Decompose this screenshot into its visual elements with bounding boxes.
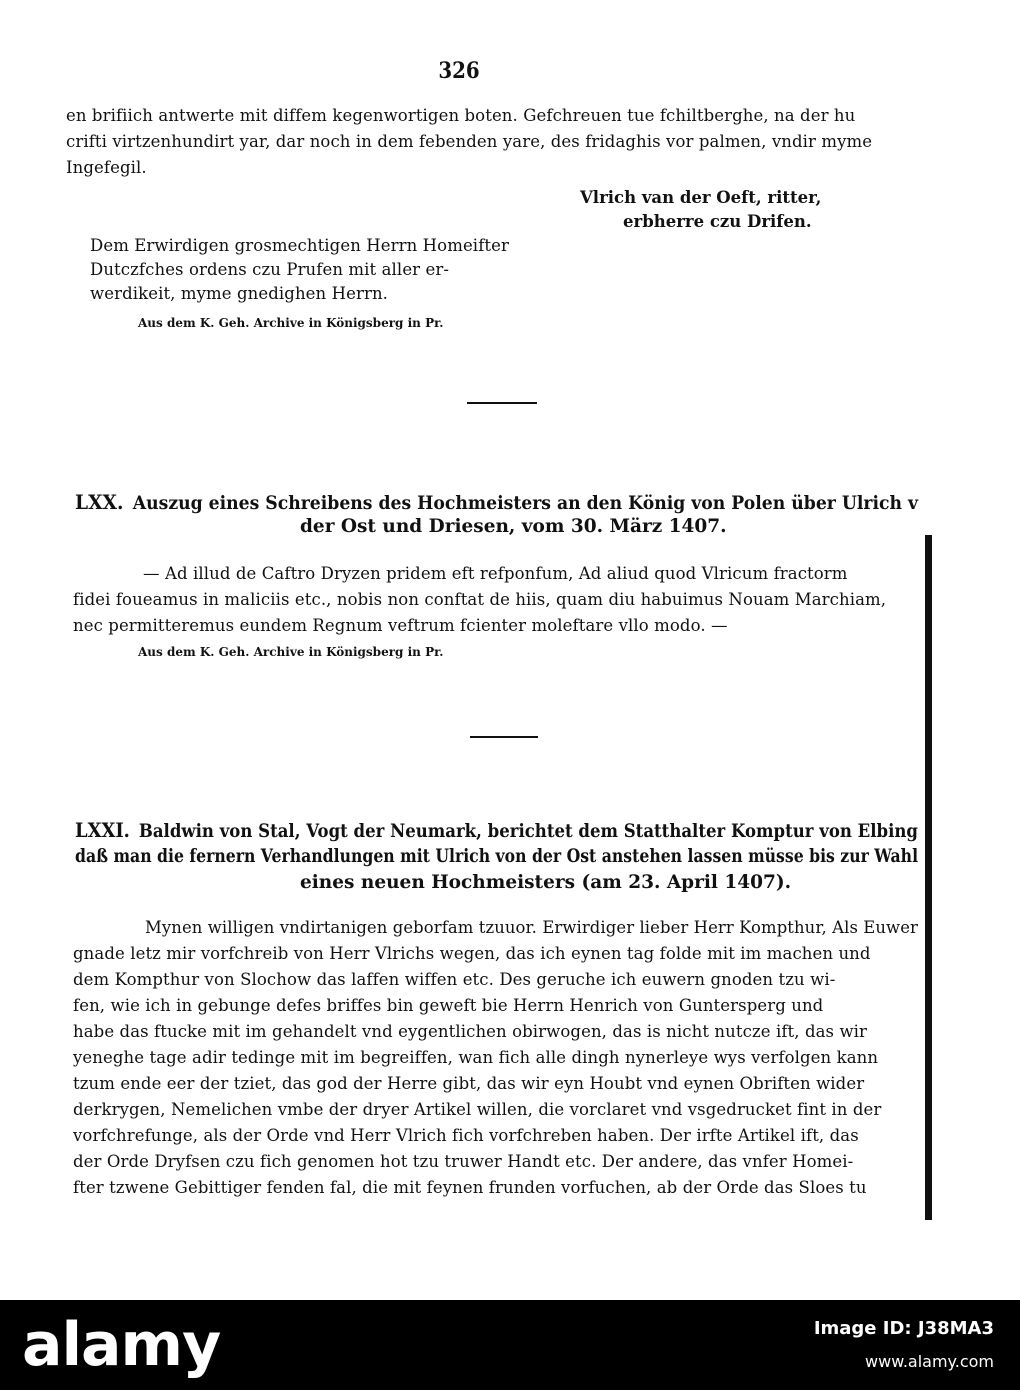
section-heading-line bbox=[75, 818, 918, 842]
section-numeral: LXXI. bbox=[75, 818, 130, 842]
watermark-footer bbox=[0, 1300, 1020, 1390]
address-line: Dutczfches ordens czu Prufen mit aller er- bbox=[90, 260, 450, 279]
page-number: 326 bbox=[438, 58, 480, 84]
section-body-line: tzum ende eer der tziet, das god der Herre gibt, das wir eyn Houbt vnd eynen Obriften wider bbox=[73, 1074, 865, 1093]
section-title: eines neuen Hochmeisters (am 23. April 1407). bbox=[300, 872, 792, 893]
archive-source: Aus dem K. Geh. Archive in Königsberg in Pr. bbox=[138, 316, 444, 330]
section-body-line: derkrygen, Nemelichen vmbe der dryer Artikel willen, die vorclaret vnd vsgedrucket fint in der bbox=[73, 1100, 882, 1119]
letter-text-line: Ingefegil. bbox=[66, 158, 147, 177]
site-url: www.alamy.com bbox=[865, 1352, 994, 1371]
section-body-line: nec permitteremus eundem Regnum veftrum fcienter moleftare vllo modo. — bbox=[73, 616, 728, 635]
section-body-line: dem Kompthur von Slochow das laffen wiffen etc. Des geruche ich euwern gnoden tzu wi- bbox=[73, 970, 836, 989]
section-heading-line bbox=[75, 490, 918, 514]
section-body-line: fen, wie ich in gebunge defes briffes bin geweft bie Herrn Henrich von Guntersperg und bbox=[73, 996, 824, 1015]
archive-source: Aus dem K. Geh. Archive in Königsberg in Pr. bbox=[138, 645, 444, 659]
section-title: Auszug eines Schreibens des Hochmeisters an den König von Polen über Ulrich v bbox=[132, 493, 919, 514]
address-line: Dem Erwirdigen grosmechtigen Herrn Homeifter bbox=[90, 236, 509, 255]
section-divider bbox=[470, 736, 538, 738]
signature-line: erbherre czu Drifen. bbox=[623, 212, 812, 231]
section-title: der Ost und Driesen, vom 30. März 1407. bbox=[300, 516, 727, 537]
letter-text-line: crifti virtzenhundirt yar, dar noch in dem febenden yare, des fridaghis vor palmen, vndir myme bbox=[66, 132, 873, 151]
section-body-line: gnade letz mir vorfchreib von Herr Vlrichs wegen, das ich eynen tag folde mit im machen und bbox=[73, 944, 871, 963]
section-divider bbox=[467, 402, 537, 404]
section-body-line: fidei foueamus in maliciis etc., nobis non conftat de hiis, quam diu habuimus Nouam Marchiam, bbox=[73, 590, 887, 609]
section-body-line: yeneghe tage adir tedinge mit im begreiffen, wan fich alle dingh nynerleye wys verfolgen kann bbox=[73, 1048, 879, 1067]
section-numeral: LXX. bbox=[75, 490, 124, 514]
section-body-line: fter tzwene Gebittiger fenden fal, die mit feynen frunden vorfuchen, ab der Orde das Sloes tu bbox=[73, 1178, 867, 1197]
address-line: werdikeit, myme gnedighen Herrn. bbox=[90, 284, 389, 303]
letter-text-line: en brifiich antwerte mit diffem kegenwortigen boten. Gefchreuen tue fchiltberghe, na der hu bbox=[66, 106, 856, 125]
section-title: Baldwin von Stal, Vogt der Neumark, berichtet dem Statthalter Komptur von Elbing bbox=[138, 821, 918, 842]
section-body-line: Mynen willigen vndirtanigen geborfam tzuuor. Erwirdiger lieber Herr Kompthur, Als Euwer bbox=[145, 918, 918, 937]
margin-bar bbox=[925, 535, 932, 1220]
section-title: daß man die fernern Verhandlungen mit Ulrich von der Ost anstehen lassen müsse bis zur Wahl bbox=[75, 846, 919, 867]
section-body-line: habe das ftucke mit im gehandelt vnd eygentlichen obirwogen, das is nicht nutcze ift, das wir bbox=[73, 1022, 868, 1041]
image-id: Image ID: J38MA3 bbox=[813, 1318, 994, 1339]
signature-line: Vlrich van der Oeft, ritter, bbox=[580, 188, 822, 207]
section-body-line: vorfchrefunge, als der Orde vnd Herr Vlrich fich vorfchreben haben. Der irfte Artikel ift, das bbox=[73, 1126, 859, 1145]
alamy-logo: alamy bbox=[22, 1310, 221, 1380]
section-body-line: — Ad illud de Caftro Dryzen pridem eft refponfum, Ad aliud quod Vlricum fractorm bbox=[143, 564, 848, 583]
section-body-line: der Orde Dryfsen czu fich genomen hot tzu truwer Handt etc. Der andere, das vnfer Homei- bbox=[73, 1152, 854, 1171]
